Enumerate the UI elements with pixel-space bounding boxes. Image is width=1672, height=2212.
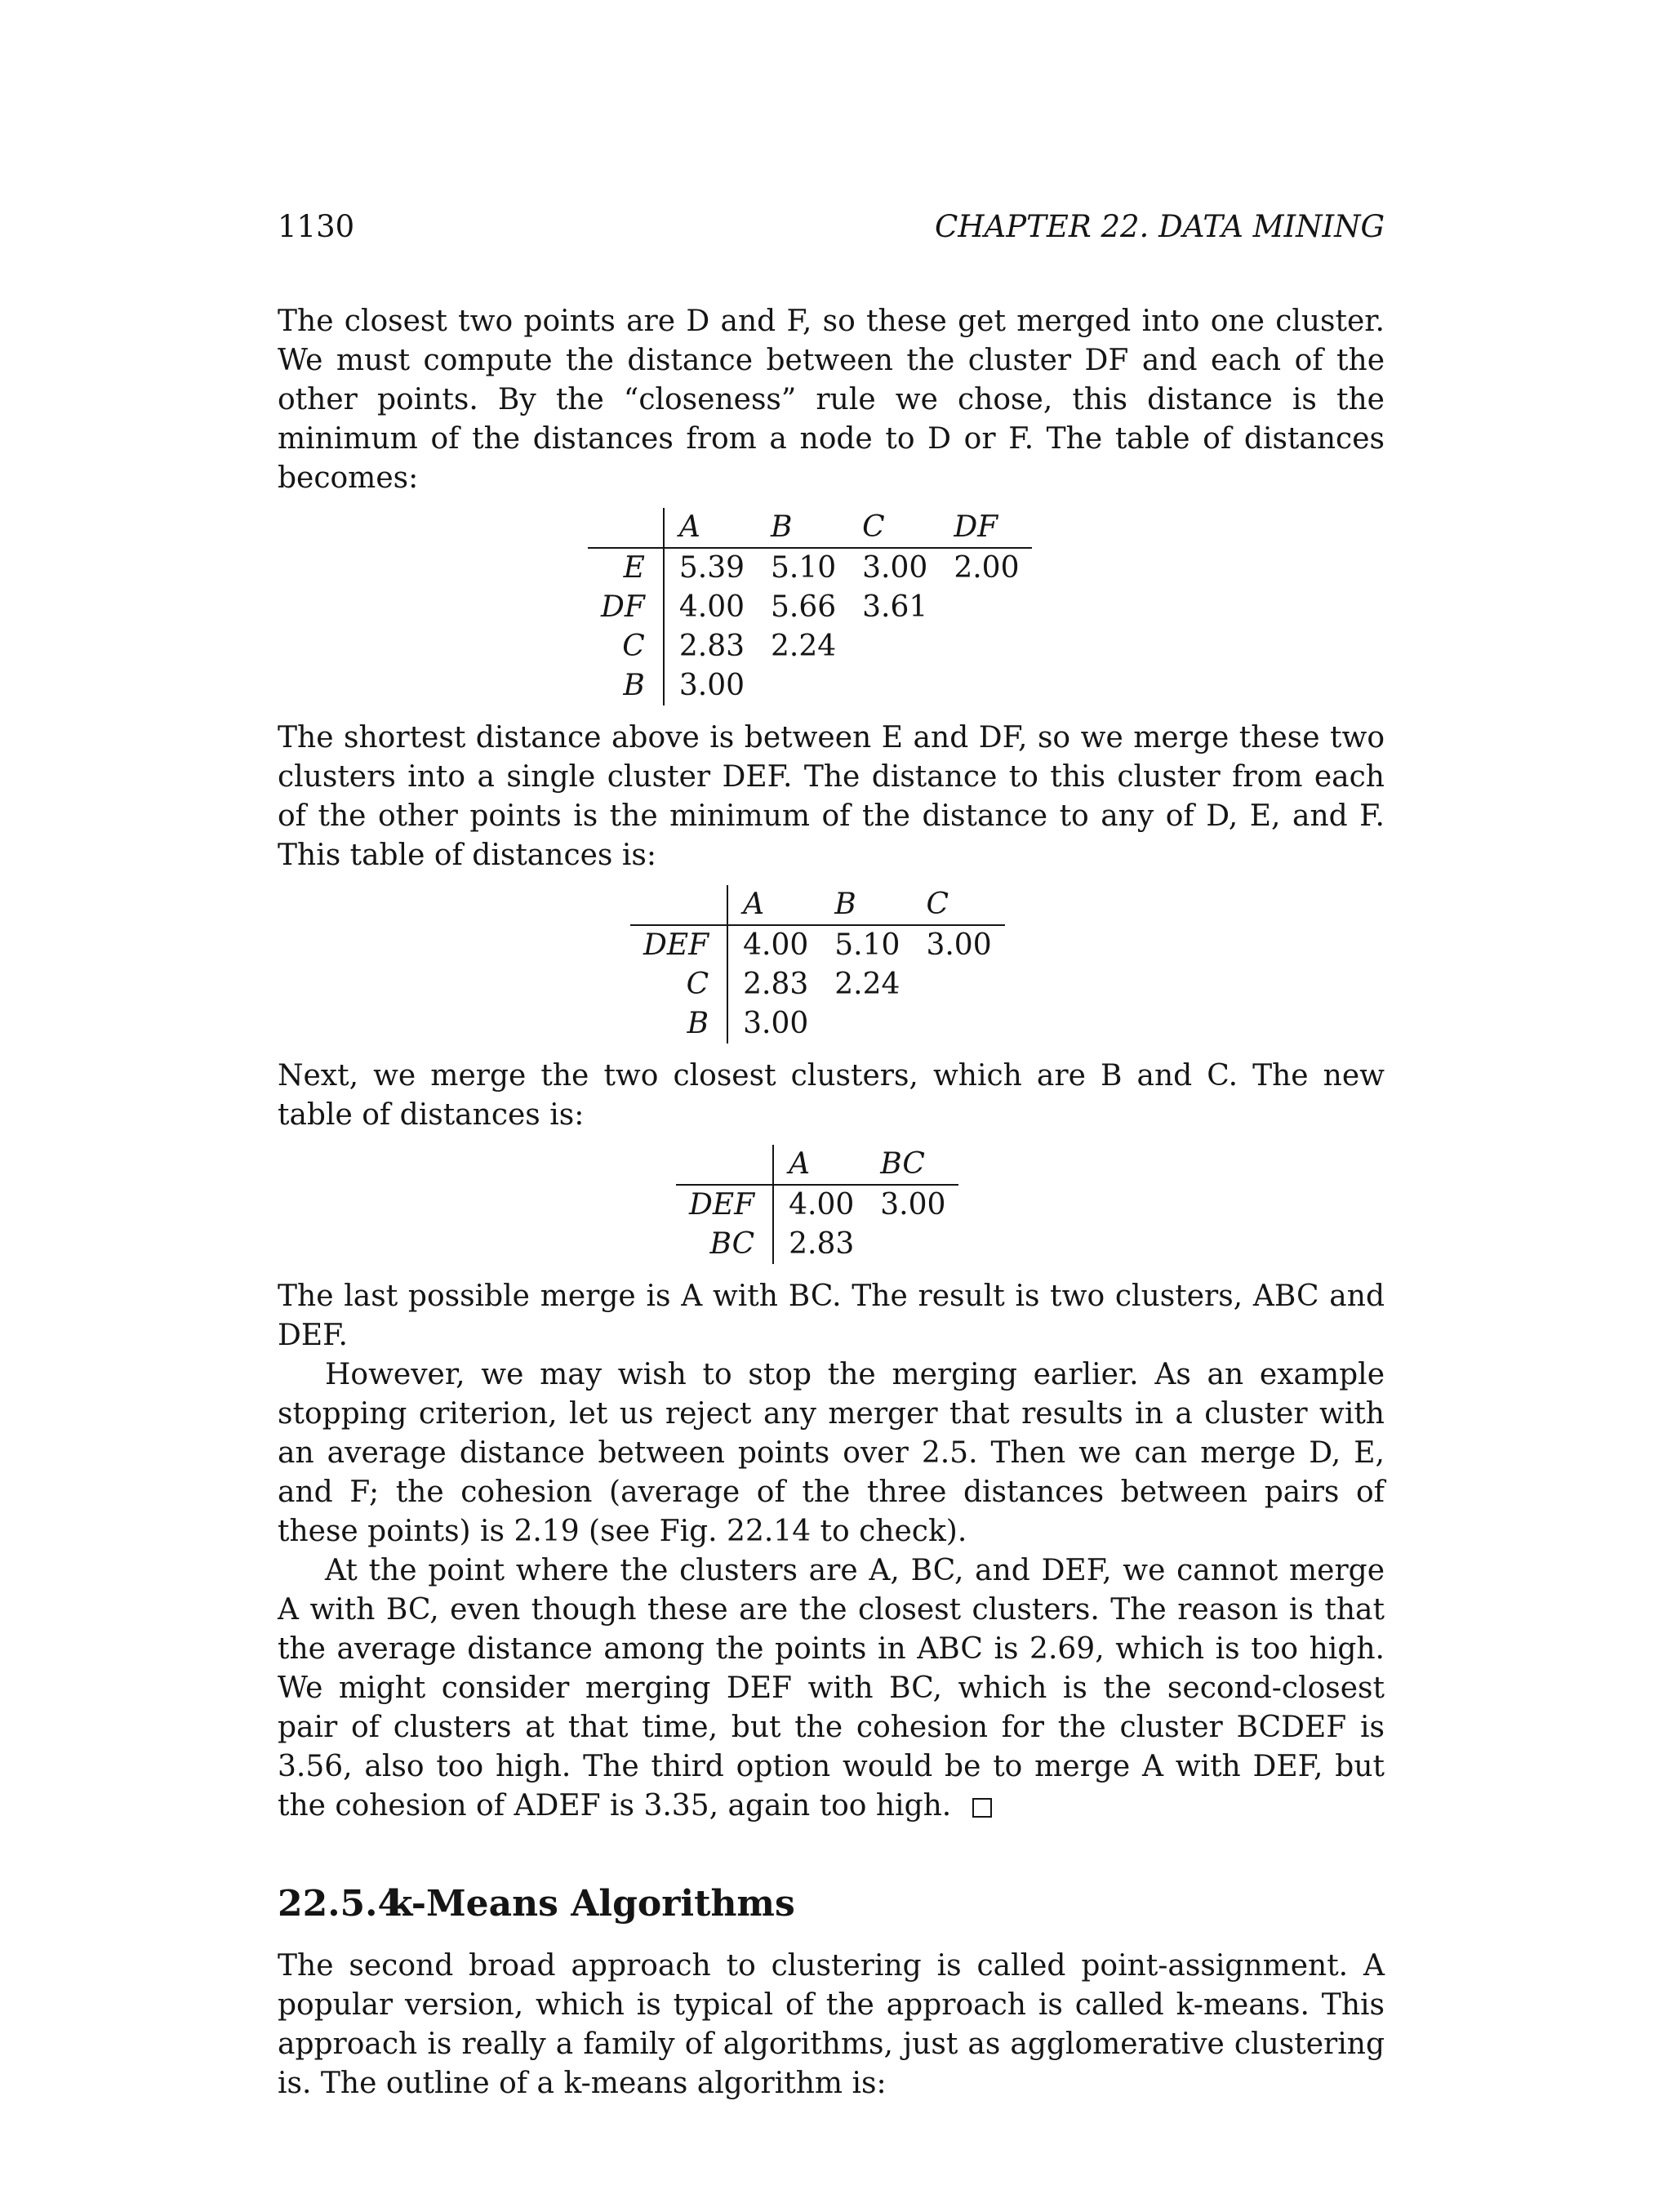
table-column-header: A [727,885,821,925]
running-head: CHAPTER 22. DATA MINING [934,209,1385,244]
table-row-header: C [588,627,664,666]
table-row-header: DF [588,588,664,627]
table-corner [588,508,664,548]
table-row-header: DEF [630,925,727,965]
table-column-header: B [821,885,913,925]
table-cell: 4.00 [678,590,745,624]
table-row [630,1004,1005,1044]
paragraph-stopping-criterion: However, we may wish to stop the merging earlier. As an example stopping criterion, let us reject any merger that results in a cluster with an average distance between points over 2.5. Then we can merge D, E, and F; the cohesion (average of the three distances between pairs of these points) is 2.19 (see Fig. 22.14 to check). [278,1358,1385,1548]
table-row [630,925,1005,965]
table-row [676,1185,958,1225]
page-body [278,302,1385,2103]
table-row-header: DEF [676,1185,773,1225]
table-cell: 3.00 [926,928,992,962]
table-cell: 4.00 [789,1188,855,1222]
table-row-header: B [588,666,664,705]
table-row-header: C [630,965,727,1004]
table-cell [758,666,849,705]
table-cell [821,1004,913,1044]
table-cell [940,666,1032,705]
table-cell: 3.00 [880,1188,946,1222]
section-heading [278,1880,1385,1929]
table-row-header: E [588,548,664,588]
distance-table-2 [630,885,1005,1044]
table-column-header: A [664,508,758,548]
table-cell: 5.10 [834,928,900,962]
table-corner [676,1145,773,1185]
table-cell: 2.00 [954,551,1020,585]
table-cell: 2.83 [789,1227,855,1261]
table-cell: 5.10 [771,551,837,585]
table-corner [630,885,727,925]
paragraph-merge-def: The shortest distance above is between E and DF, so we merge these two clusters into a single cluster DEF. The distance to this cluster from each of the other points is the minimum of the distance to any of D, E, and F. This table of distances is: [278,721,1385,872]
table-cell [867,1225,958,1264]
table-cell: 2.24 [771,630,837,663]
table-cell [913,1004,1004,1044]
table-cell [940,627,1032,666]
table-cell: 3.00 [743,1007,809,1040]
table-cell: 5.39 [678,551,745,585]
table-cell: 5.66 [771,590,837,624]
table-column-header: A [773,1145,867,1185]
distance-table-3 [676,1145,958,1264]
paragraph-cohesion-text: At the point where the clusters are A, BC, and DEF, we cannot merge A with BC, even though these are the closest clusters. The reason is that the average distance among the points in ABC is 2.69, which is too high. We might consider merging DEF with BC, which is the second-closest pair of clusters at that time, but the cohesion for the cluster BCDEF is 3.56, also too high. The third option would be to merge A with DEF, but the cohesion of ADEF is 3.35, again too high. [278,1554,1385,1823]
table-column-header: DF [940,508,1032,548]
table-row [588,588,1032,627]
table-cell: 3.00 [678,669,745,702]
section-number: 22.5.4 [278,1883,403,1925]
section-title: k-Means Algorithms [388,1883,795,1925]
end-of-proof-icon [972,1798,992,1818]
table-row [588,548,1032,588]
table-row [588,627,1032,666]
paragraph-kmeans-intro: The second broad approach to clustering is called point-assignment. A popular version, which is typical of the approach is called k-means. This approach is really a family of algorithms, just as agglomerative clustering is. The outline of a k-means algorithm is: [278,1949,1385,2100]
table-cell [849,627,940,666]
table-column-header: B [758,508,849,548]
table-cell: 2.83 [743,968,809,1001]
table-row [676,1225,958,1264]
table-row-header: BC [676,1225,773,1264]
page-header [278,209,1385,250]
table-cell [940,588,1032,627]
page-number: 1130 [278,209,355,244]
table-cell: 3.61 [862,590,928,624]
table-column-header: BC [867,1145,958,1185]
paragraph-last-merge: The last possible merge is A with BC. The result is two clusters, ABC and DEF. [278,1280,1385,1352]
distance-table-1 [588,508,1032,705]
table-row-header: B [630,1004,727,1044]
paragraph-merge-df: The closest two points are D and F, so these get merged into one cluster. We must compute the distance between the cluster DF and each of the other points. By the “closeness” rule we chose, this distance is the minimum of the distances from a node to D or F. The table of distances becomes: [278,305,1385,495]
table-cell: 2.83 [678,630,745,663]
table-column-header: C [913,885,1004,925]
table-cell: 4.00 [743,928,809,962]
paragraph-merge-bc: Next, we merge the two closest clusters, which are B and C. The new table of distances is: [278,1059,1385,1132]
table-cell: 2.24 [834,968,900,1001]
paragraph-cohesion [278,1551,1385,1826]
table-column-header: C [849,508,940,548]
table-cell [913,965,1004,1004]
table-row [588,666,1032,705]
table-cell: 3.00 [862,551,928,585]
table-row [630,965,1005,1004]
table-cell [849,666,940,705]
